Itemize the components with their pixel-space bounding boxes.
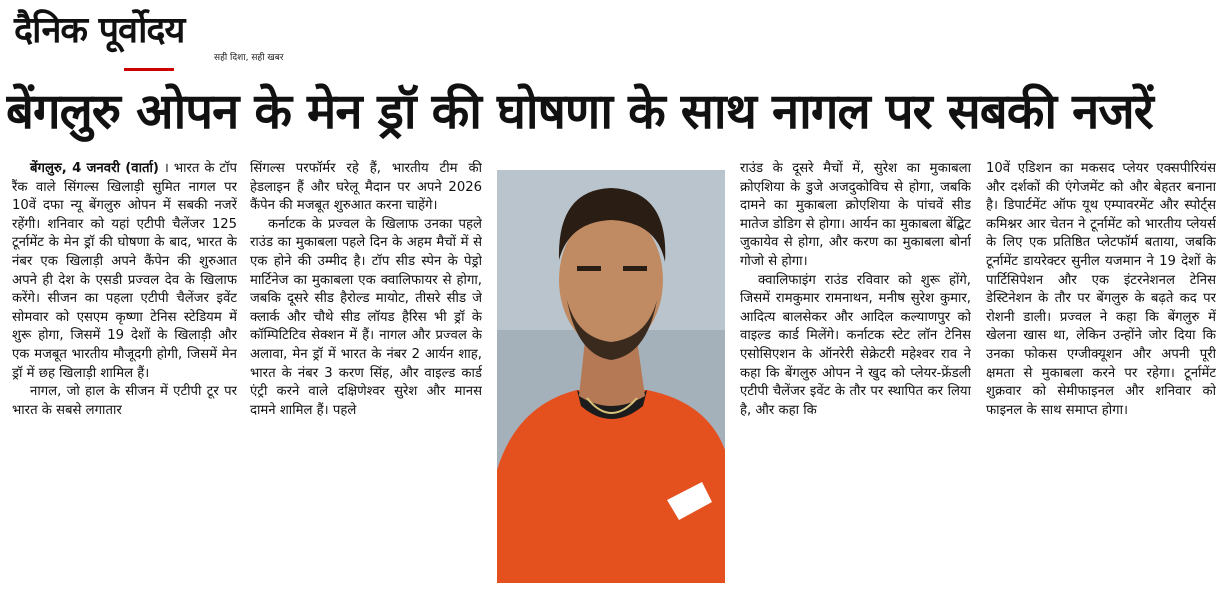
paragraph: नागल, जो हाल के सीजन में एटीपी टूर पर भारत के सबसे लगातार xyxy=(12,384,237,418)
headline: बेंगलुरु ओपन के मेन ड्रॉ की घोषणा के साथ नागल पर सबकी नजरें xyxy=(6,83,1153,140)
player-portrait-icon xyxy=(497,170,725,583)
paragraph: राउंड के दूसरे मैचों में, सुरेश का मुकाबला क्रोएशिया के डुजे अजदुकोविच से होगा, जबकि दामने का मुकाबला क्रोएशिया के पांचवें सीड मातेज डोडिग से होगा। आर्यन का मुकाबला बेंद्बिट जुकायेव से होगा, और करण का मुकाबला बोर्ना गोजो से होगा। xyxy=(740,161,971,269)
paragraph: भारत के टॉप रैंक वाले सिंगल्स खिलाड़ी सुमित नागल पर 10वें दफा न्यू बेंगलुरु ओपन में सबकी नजरें रहेंगी। शनिवार को यहां एटीपी चैलेंजर 125 टूर्नामेंट के मेन ड्रॉ की घोषणा के बाद, भारत के नंबर एक खिलाड़ी अपने कैंपेन की शुरुआत अपने ही देश के एसडी प्रज्वल देव के खिलाफ करेंगे। सीजन का पहला एटीपी चैलेंजर इवेंट सोमवार को एसएम कृष्णा टेनिस स्टेडियम में शुरू होगा, जिसमें 19 देशों के खिलाड़ी और एक मजबूत भारतीय मौजूदगी होगी, जिसमें मेन ड्रॉ में छह खिलाड़ी शामिल हैं। xyxy=(12,161,237,381)
paragraph: कर्नाटक के प्रज्वल के खिलाफ उनका पहले राउंड का मुकाबला पहले दिन के अहम मैचों में से एक होने की उम्मीद है। टॉप सीड स्पेन के पेड्रो मार्टिनेज का मुकाबला एक क्वालिफायर से होगा, जबकि दूसरे सीड हैरोल्ड मायोट, तीसरे सीड जे क्लार्क और चौथे सीड लॉयड हैरिस भी ड्रॉ के कॉम्पिटिटिव सेक्शन में हैं। नागल और प्रज्वल के अलावा, मेन ड्रॉ में भारत के नंबर 2 आर्यन शाह, भारत के नंबर 3 करण सिंह, और वाइल्ड कार्ड एंट्री करने वाले दक्षिणेश्वर सुरेश और मानस दामने शामिल हैं। पहले xyxy=(250,216,482,418)
paragraph: 10वें एडिशन का मकसद प्लेयर एक्सपीरियंस और दर्शकों की एंगेजमेंट को और बेहतर बनाना है। डिपार्टमेंट ऑफ यूथ एम्पावरमेंट और स्पोर्ट्स कमिश्नर आर चेतन ने टूर्नामेंट को भारतीय प्लेयर्स के लिए एक प्रतिष्ठित प्लेटफॉर्म बताया, जबकि टूर्नामेंट डायरेक्टर सुनील यजमान ने 19 देशों के पार्टिसिपेशन और एक इंटरनेशनल टेनिस डेस्टिनेशन के तौर पर बेंगलुरु के बढ़ते कद पर रोशनी डाली। प्रज्वल ने कहा कि बेंगलुरु में खेलना खास था, लेकिन उन्होंने जोर दिया कि उनका फोकस एग्जीक्यूशन और अपनी पूरी क्षमता से मुकाबला करने पर रहेगा। टूर्नामेंट शुक्रवार को सेमीफाइनल और शनिवार को फाइनल के साथ समाप्त होगा। xyxy=(986,161,1216,418)
paragraph: क्वालिफाइंग राउंड रविवार को शुरू होंगे, जिसमें रामकुमार रामनाथन, मनीष सुरेश कुमार, आदित्य बालसेकर और आदिल कल्याणपुर को वाइल्ड कार्ड मिलेंगे। कर्नाटक स्टेट लॉन टेनिस एसोसिएशन के ऑनरेरी सेक्रेटरी महेश्वर राव ने कहा कि बेंगलुरु ओपन ने खुद को प्लेयर-फ्रेंडली एटीपी चैलेंजर इवेंट के तौर पर स्थापित कर लिया है, और कहा कि xyxy=(740,272,971,418)
article-column-2 xyxy=(250,160,482,590)
article-column-3 xyxy=(740,160,971,590)
paragraph: सिंगल्स परफॉर्मर रहे हैं, भारतीय टीम की हेडलाइन हैं और घरेलू मैदान पर अपने 2026 कैंपेन की मजबूत शुरुआत करना चाहेंगे। xyxy=(250,161,482,214)
player-photo xyxy=(497,170,725,583)
dateline: बेंगलुरु, 4 जनवरी (वार्ता) xyxy=(30,161,159,176)
newspaper-tagline: सही दिशा, सही खबर xyxy=(214,53,284,63)
newspaper-name: दैनिक पूर्वोदय xyxy=(14,10,185,51)
masthead xyxy=(14,4,284,66)
masthead-accent-line xyxy=(124,68,174,71)
article-column-4 xyxy=(986,160,1216,590)
article-column-1: बेंगलुरु, 4 जनवरी (वार्ता) । भारत के टॉप रैंक वाले सिंगल्स खिलाड़ी सुमित नागल पर 10वें दफा न्यू बेंगलुरु ओपन में सबकी नजरें रहेंगी। शनिवार को यहां एटीपी चैलेंजर 125 टूर्नामेंट के मेन ड्रॉ की घोषणा के बाद, भारत के नंबर एक खिलाड़ी अपने कैंपेन की शुरुआत अपने ही देश के एसडी प्रज्वल देव के खिलाफ करेंगे। सीजन का पहला एटीपी चैलेंजर इवेंट सोमवार को एसएम कृष्णा टेनिस स्टेडियम में शुरू होगा, जिसमें 19 देशों के खिलाड़ी और एक मजबूत भारतीय मौजूदगी होगी, जिसमें मेन ड्रॉ में छह खिलाड़ी शामिल हैं। नागल, जो हाल के सीजन में एटीपी टूर पर भारत के सबसे लगातार xyxy=(12,160,237,590)
